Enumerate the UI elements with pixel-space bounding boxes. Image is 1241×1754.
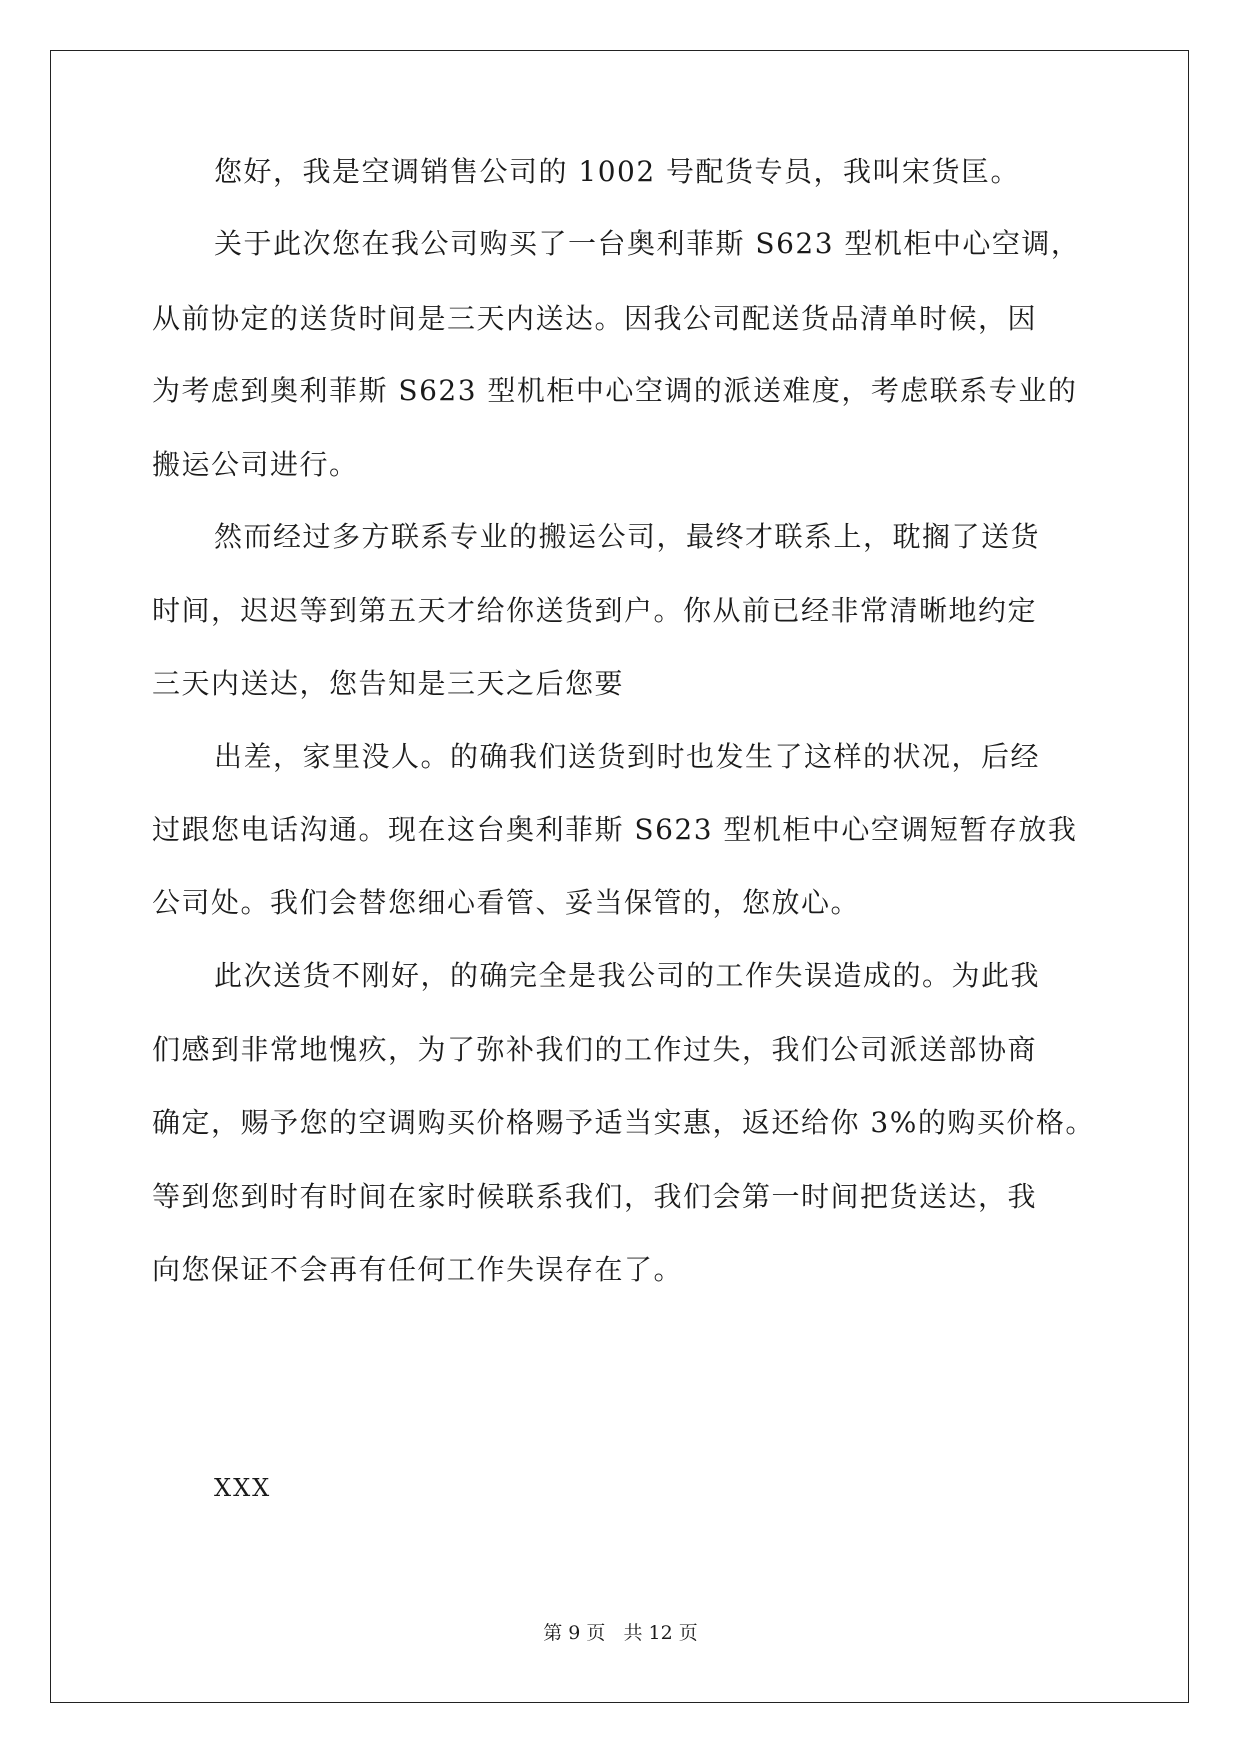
- paragraph-2-line-1: 关于此次您在我公司购买了一台奥利菲斯 S623 型机柜中心空调，: [214, 227, 1081, 260]
- paragraph-3-line-3: 三天内送达，您告知是三天之后您要: [152, 667, 625, 700]
- paragraph-4-line-3: 公司处。我们会替您细心看管、妥当保管的，您放心。: [152, 886, 861, 919]
- paragraph-4-line-1: 出差，家里没人。的确我们送货到时也发生了这样的状况，后经: [214, 740, 1041, 773]
- page-number: 第 9 页: [543, 1622, 606, 1644]
- paragraph-3-line-1: 然而经过多方联系专业的搬运公司，最终才联系上，耽搁了送货: [214, 520, 1041, 553]
- footer-spacer: [605, 1622, 623, 1644]
- paragraph-2-line-4: 搬运公司进行。: [152, 448, 359, 481]
- paragraph-4-line-2: 过跟您电话沟通。现在这台奥利菲斯 S623 型机柜中心空调短暂存放我: [152, 813, 1078, 846]
- page-border: [50, 50, 1189, 1703]
- paragraph-3-line-2: 时间，迟迟等到第五天才给你送货到户。你从前已经非常清晰地约定: [152, 594, 1038, 627]
- paragraph-2-line-3: 为考虑到奥利菲斯 S623 型机柜中心空调的派送难度，考虑联系专业的: [152, 374, 1078, 407]
- paragraph-5-line-5: 向您保证不会再有任何工作失误存在了。: [152, 1253, 684, 1286]
- signature: XXX: [214, 1474, 272, 1502]
- paragraph-5-line-3: 确定，赐予您的空调购买价格赐予适当实惠，返还给你 3%的购买价格。: [152, 1106, 1095, 1139]
- paragraph-5-line-2: 们感到非常地愧疚，为了弥补我们的工作过失，我们公司派送部协商: [152, 1033, 1038, 1066]
- paragraph-5-line-1: 此次送货不刚好，的确完全是我公司的工作失误造成的。为此我: [214, 959, 1041, 992]
- paragraph-2-line-2: 从前协定的送货时间是三天内送达。因我公司配送货品清单时候，因: [152, 302, 1038, 335]
- paragraph-1-line-1: 您好，我是空调销售公司的 1002 号配货专员，我叫宋货匡。: [214, 155, 1021, 188]
- page-total: 共 12 页: [623, 1622, 698, 1644]
- page-footer: [0, 1621, 1241, 1645]
- paragraph-5-line-4: 等到您到时有时间在家时候联系我们，我们会第一时间把货送达，我: [152, 1180, 1038, 1213]
